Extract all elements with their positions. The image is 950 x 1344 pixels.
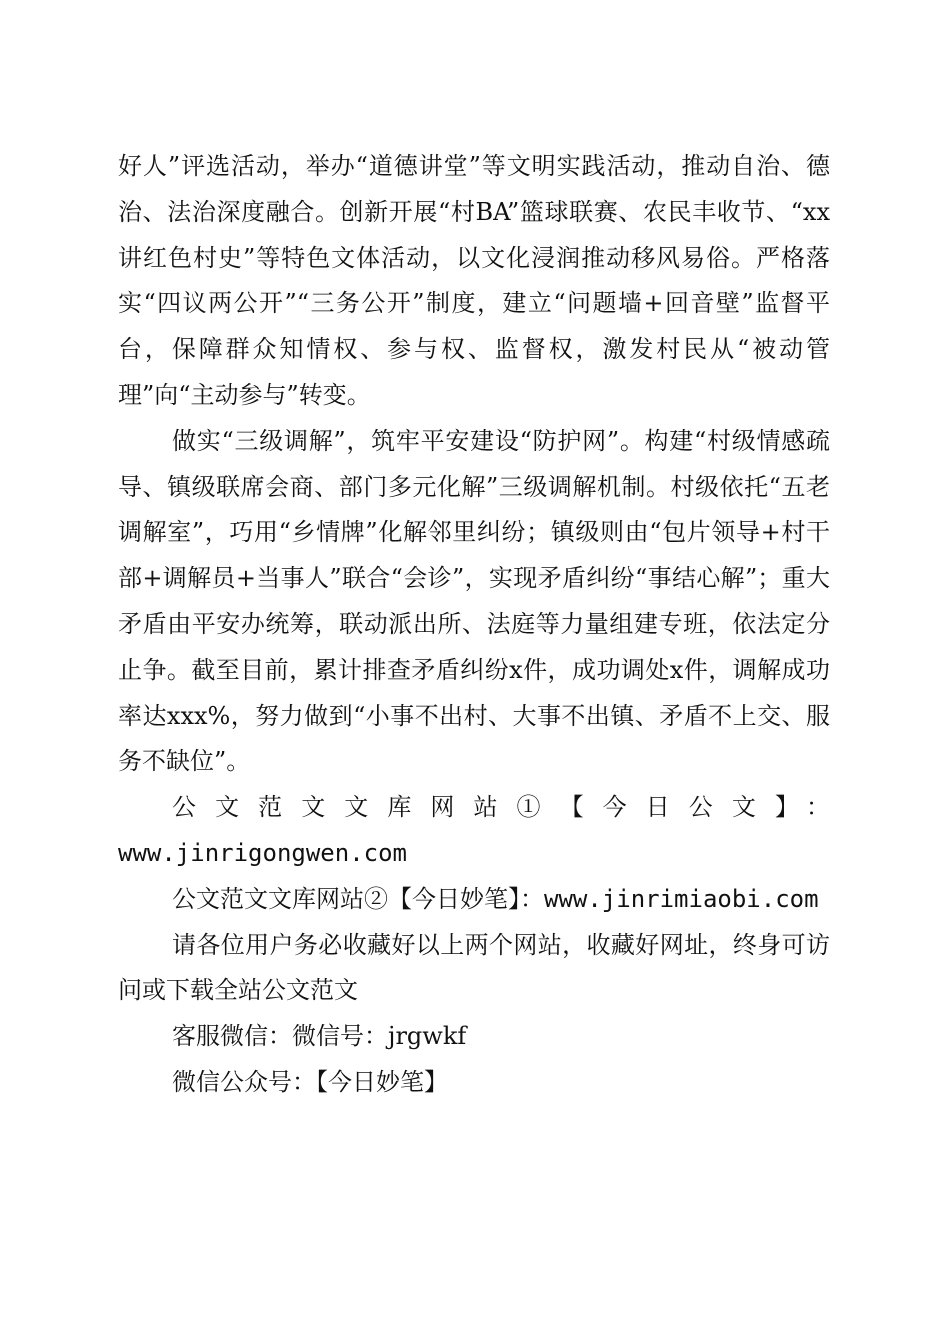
text-line: 查矛盾纠纷x件，成功调处x件，调解成功率达xxx%，努力做	[118, 655, 830, 730]
footer-site2-label: 公文范文文库网站②【今日妙笔】：	[172, 884, 544, 913]
text-line: 治、德治、法治深度融合。创新开展“村BA”篮球联赛、农民	[118, 152, 830, 226]
paragraph-mediation	[118, 419, 830, 785]
footer-wechat-service: 客服微信：微信号：jrgwkf	[172, 1022, 467, 1051]
footer-site2	[118, 877, 830, 923]
text-line: 到“小事不出村、大事不出镇、矛盾不上交、服务不缺位”。	[118, 701, 830, 776]
text-line: 级则由“包片领导+村干部+调解员+当事人”联合“会诊”，实	[118, 518, 830, 593]
footer-site2-link[interactable]: www.jinrimiaobi.com	[544, 884, 819, 913]
text-line: 丰收节、“xx讲红色村史”等特色文体活动，以文化浸润推动	[118, 197, 830, 272]
document-page	[118, 144, 830, 1106]
text-line: 好人”评选活动，举办“道德讲堂”等文明实践活动，推动自	[118, 152, 757, 180]
footer-notice-line: 请各位用户务必收藏好以上两个网站，收藏好网址，终身	[172, 930, 782, 959]
text-line: 督权，激发村民从“被动管理”向“主动参与”转变。	[118, 335, 830, 409]
text-line: 级情感疏导、镇级联席会商、部门多元化解”三级调解机制。	[118, 426, 830, 501]
footer-notice-line: 可访问或下载全站公文范文	[118, 930, 831, 1005]
footer-site1-link[interactable]: www.jinrigongwen.com	[118, 838, 407, 867]
text-line: 移风易俗。严格落实“四议两公开”“三务公开”制度，建	[118, 243, 830, 318]
text-line: 所、法庭等力量组建专班，依法定分止争。截至目前，累计排	[118, 609, 831, 684]
text-line: 村级依托“五老调解室”，巧用“乡情牌”化解邻里纠纷；镇	[118, 472, 830, 547]
footer-site1-label: 公文范文文库网站①【今日公文】：	[172, 793, 830, 822]
text-line: 做实“三级调解”，筑牢平安建设“防护网”。构建“村	[172, 426, 732, 455]
paragraph-cultural-activities	[118, 144, 830, 419]
text-line: 现矛盾纠纷“事结心解”；重大矛盾由平安办统筹，联动派出	[118, 564, 830, 638]
footer-wechat-official: 微信公众号：【今日妙笔】	[172, 1067, 448, 1096]
footer-notice	[118, 923, 830, 1015]
text-line: 立“问题墙+回音壁”监督平台，保障群众知情权、参与权、监	[118, 289, 830, 364]
